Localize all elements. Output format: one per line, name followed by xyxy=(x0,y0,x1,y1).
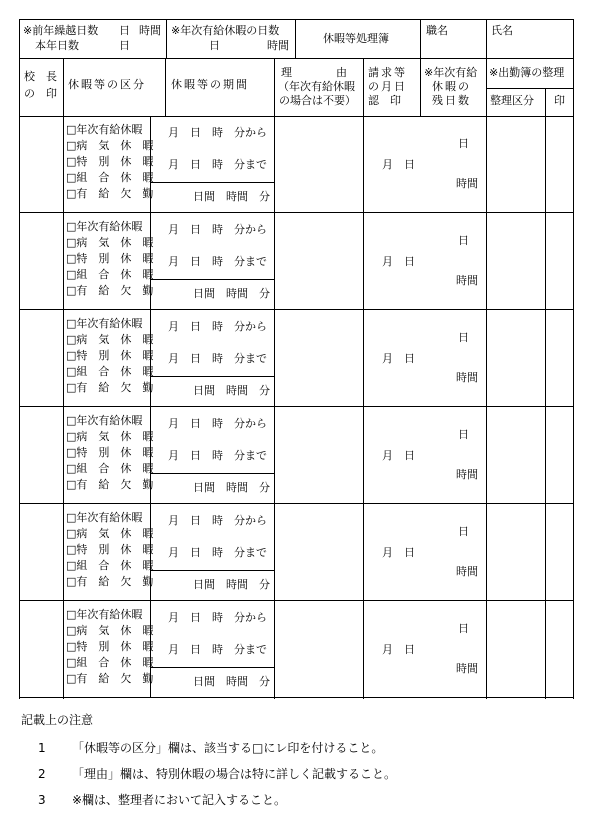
period-total[interactable]: 日間 時間 分 xyxy=(193,675,270,688)
leave-type-option[interactable]: □有 給 欠 勤 xyxy=(66,284,154,297)
remaining-hours[interactable]: 時間 xyxy=(456,177,478,190)
request-date[interactable]: 月 日 xyxy=(382,352,415,365)
leave-type-option[interactable]: □有 給 欠 勤 xyxy=(66,381,154,394)
leave-type-option[interactable]: □年次有給休暇 xyxy=(66,608,143,621)
row-divider xyxy=(19,600,574,601)
leave-type-option[interactable]: □特 別 休 暇 xyxy=(66,640,154,653)
period-to[interactable]: 月 日 時 分まで xyxy=(168,449,267,462)
period-to[interactable]: 月 日 時 分まで xyxy=(168,255,267,268)
period-total-divider xyxy=(150,667,274,668)
note-2-num: 2 xyxy=(38,767,46,781)
note-3-text: ※欄は、整理者において記入すること。 xyxy=(72,793,287,807)
row-divider xyxy=(19,697,574,698)
leave-type-option[interactable]: □病 気 休 暇 xyxy=(66,139,154,152)
annual-unit-day: 日 xyxy=(209,39,220,52)
leave-type-option[interactable]: □年次有給休暇 xyxy=(66,414,143,427)
leave-type-option[interactable]: □有 給 欠 勤 xyxy=(66,478,154,491)
leave-type-option[interactable]: □有 給 欠 勤 xyxy=(66,187,154,200)
request-date[interactable]: 月 日 xyxy=(382,546,415,559)
period-from[interactable]: 月 日 時 分から xyxy=(168,126,267,139)
period-from[interactable]: 月 日 時 分から xyxy=(168,611,267,624)
remaining-header-1: ※年次有給 xyxy=(424,66,478,79)
leave-type-option[interactable]: □組 合 休 暇 xyxy=(66,365,154,378)
reason-header-2: （年次有給休暇 xyxy=(278,80,355,93)
request-header-1: 請求等 xyxy=(368,66,407,79)
period-total-divider xyxy=(150,182,274,183)
seal-header: 印 xyxy=(554,94,565,107)
remaining-header-3: 残日数 xyxy=(432,94,471,107)
period-to[interactable]: 月 日 時 分まで xyxy=(168,546,267,559)
this-year-days-label: 本年日数 xyxy=(35,39,79,52)
remaining-days[interactable]: 日 xyxy=(458,622,469,635)
period-total[interactable]: 日間 時間 分 xyxy=(193,287,270,300)
form-title: 休暇等処理簿 xyxy=(323,32,389,45)
reason-header-3: の場合は不要） xyxy=(279,94,356,107)
annual-leave-days-label: ※年次有給休暇の日数 xyxy=(171,24,280,37)
leave-type-option[interactable]: □特 別 休 暇 xyxy=(66,155,154,168)
period-from[interactable]: 月 日 時 分から xyxy=(168,514,267,527)
period-total[interactable]: 日間 時間 分 xyxy=(193,384,270,397)
leave-type-option[interactable]: □有 給 欠 勤 xyxy=(66,575,154,588)
leave-type-option[interactable]: □病 気 休 暇 xyxy=(66,624,154,637)
note-1-num: 1 xyxy=(38,741,46,755)
remaining-days[interactable]: 日 xyxy=(458,428,469,441)
remaining-days[interactable]: 日 xyxy=(458,331,469,344)
remaining-days[interactable]: 日 xyxy=(458,234,469,247)
note-1-text: 「休暇等の区分」欄は、該当する□にレ印を付けること。 xyxy=(72,741,384,755)
leave-type-option[interactable]: □年次有給休暇 xyxy=(66,220,143,233)
period-header: 休暇等の期間 xyxy=(171,78,249,91)
period-total[interactable]: 日間 時間 分 xyxy=(193,190,270,203)
leave-type-option[interactable]: □組 合 休 暇 xyxy=(66,268,154,281)
leave-type-option[interactable]: □特 別 休 暇 xyxy=(66,252,154,265)
request-date[interactable]: 月 日 xyxy=(382,255,415,268)
request-date[interactable]: 月 日 xyxy=(382,643,415,656)
category-header: 休暇等の区分 xyxy=(68,78,146,91)
leave-type-option[interactable]: □病 気 休 暇 xyxy=(66,236,154,249)
remaining-days[interactable]: 日 xyxy=(458,137,469,150)
remaining-hours[interactable]: 時間 xyxy=(456,468,478,481)
period-to[interactable]: 月 日 時 分まで xyxy=(168,158,267,171)
period-to[interactable]: 月 日 時 分まで xyxy=(168,352,267,365)
period-total-divider xyxy=(150,473,274,474)
leave-type-option[interactable]: □病 気 休 暇 xyxy=(66,527,154,540)
period-total-divider xyxy=(150,376,274,377)
row-divider xyxy=(19,406,574,407)
note-3-num: 3 xyxy=(38,793,46,807)
leave-type-option[interactable]: □組 合 休 暇 xyxy=(66,656,154,669)
row-divider xyxy=(19,503,574,504)
period-from[interactable]: 月 日 時 分から xyxy=(168,417,267,430)
principal-seal-header-2: の 印 xyxy=(24,87,57,100)
period-total-divider xyxy=(150,570,274,571)
this-year-unit-day: 日 xyxy=(119,39,130,52)
row-divider xyxy=(19,309,574,310)
period-from[interactable]: 月 日 時 分から xyxy=(168,320,267,333)
note-2-text: 「理由」欄は、特別休暇の場合は特に詳しく記載すること。 xyxy=(72,767,397,781)
leave-type-option[interactable]: □組 合 休 暇 xyxy=(66,559,154,572)
leave-type-option[interactable]: □年次有給休暇 xyxy=(66,317,143,330)
remaining-hours[interactable]: 時間 xyxy=(456,371,478,384)
period-total[interactable]: 日間 時間 分 xyxy=(193,481,270,494)
remaining-hours[interactable]: 時間 xyxy=(456,274,478,287)
request-header-2: の月日 xyxy=(368,80,407,93)
attendance-header: ※出勤簿の整理 xyxy=(489,66,565,79)
leave-type-option[interactable]: □年次有給休暇 xyxy=(66,123,143,136)
notes-heading: 記載上の注意 xyxy=(21,713,94,727)
leave-type-option[interactable]: □年次有給休暇 xyxy=(66,511,143,524)
leave-type-option[interactable]: □組 合 休 暇 xyxy=(66,171,154,184)
leave-type-option[interactable]: □特 別 休 暇 xyxy=(66,349,154,362)
leave-type-option[interactable]: □組 合 休 暇 xyxy=(66,462,154,475)
name-label: 氏名 xyxy=(491,24,513,37)
leave-type-option[interactable]: □病 気 休 暇 xyxy=(66,333,154,346)
reason-header-1: 理 由 xyxy=(281,66,347,79)
leave-type-option[interactable]: □特 別 休 暇 xyxy=(66,543,154,556)
row-divider xyxy=(19,212,574,213)
request-date[interactable]: 月 日 xyxy=(382,449,415,462)
prev-year-days-label: ※前年繰越日数 xyxy=(23,24,99,37)
period-total[interactable]: 日間 時間 分 xyxy=(193,578,270,591)
principal-seal-header-1: 校 長 xyxy=(24,70,57,83)
remaining-hours[interactable]: 時間 xyxy=(456,662,478,675)
period-total-divider xyxy=(150,279,274,280)
annual-unit-hour: 時間 xyxy=(267,39,289,52)
position-label: 職名 xyxy=(426,24,448,37)
period-to[interactable]: 月 日 時 分まで xyxy=(168,643,267,656)
request-date[interactable]: 月 日 xyxy=(382,158,415,171)
remaining-header-2: 休暇の xyxy=(432,80,471,93)
request-header-3: 認 印 xyxy=(368,94,401,107)
remaining-hours[interactable]: 時間 xyxy=(456,565,478,578)
leave-type-option[interactable]: □特 別 休 暇 xyxy=(66,446,154,459)
prev-year-unit-hour: 時間 xyxy=(139,24,161,37)
prev-year-unit-day: 日 xyxy=(119,24,130,37)
leave-type-option[interactable]: □病 気 休 暇 xyxy=(66,430,154,443)
period-from[interactable]: 月 日 時 分から xyxy=(168,223,267,236)
leave-type-option[interactable]: □有 給 欠 勤 xyxy=(66,672,154,685)
remaining-days[interactable]: 日 xyxy=(458,525,469,538)
sort-category-header: 整理区分 xyxy=(490,94,534,107)
